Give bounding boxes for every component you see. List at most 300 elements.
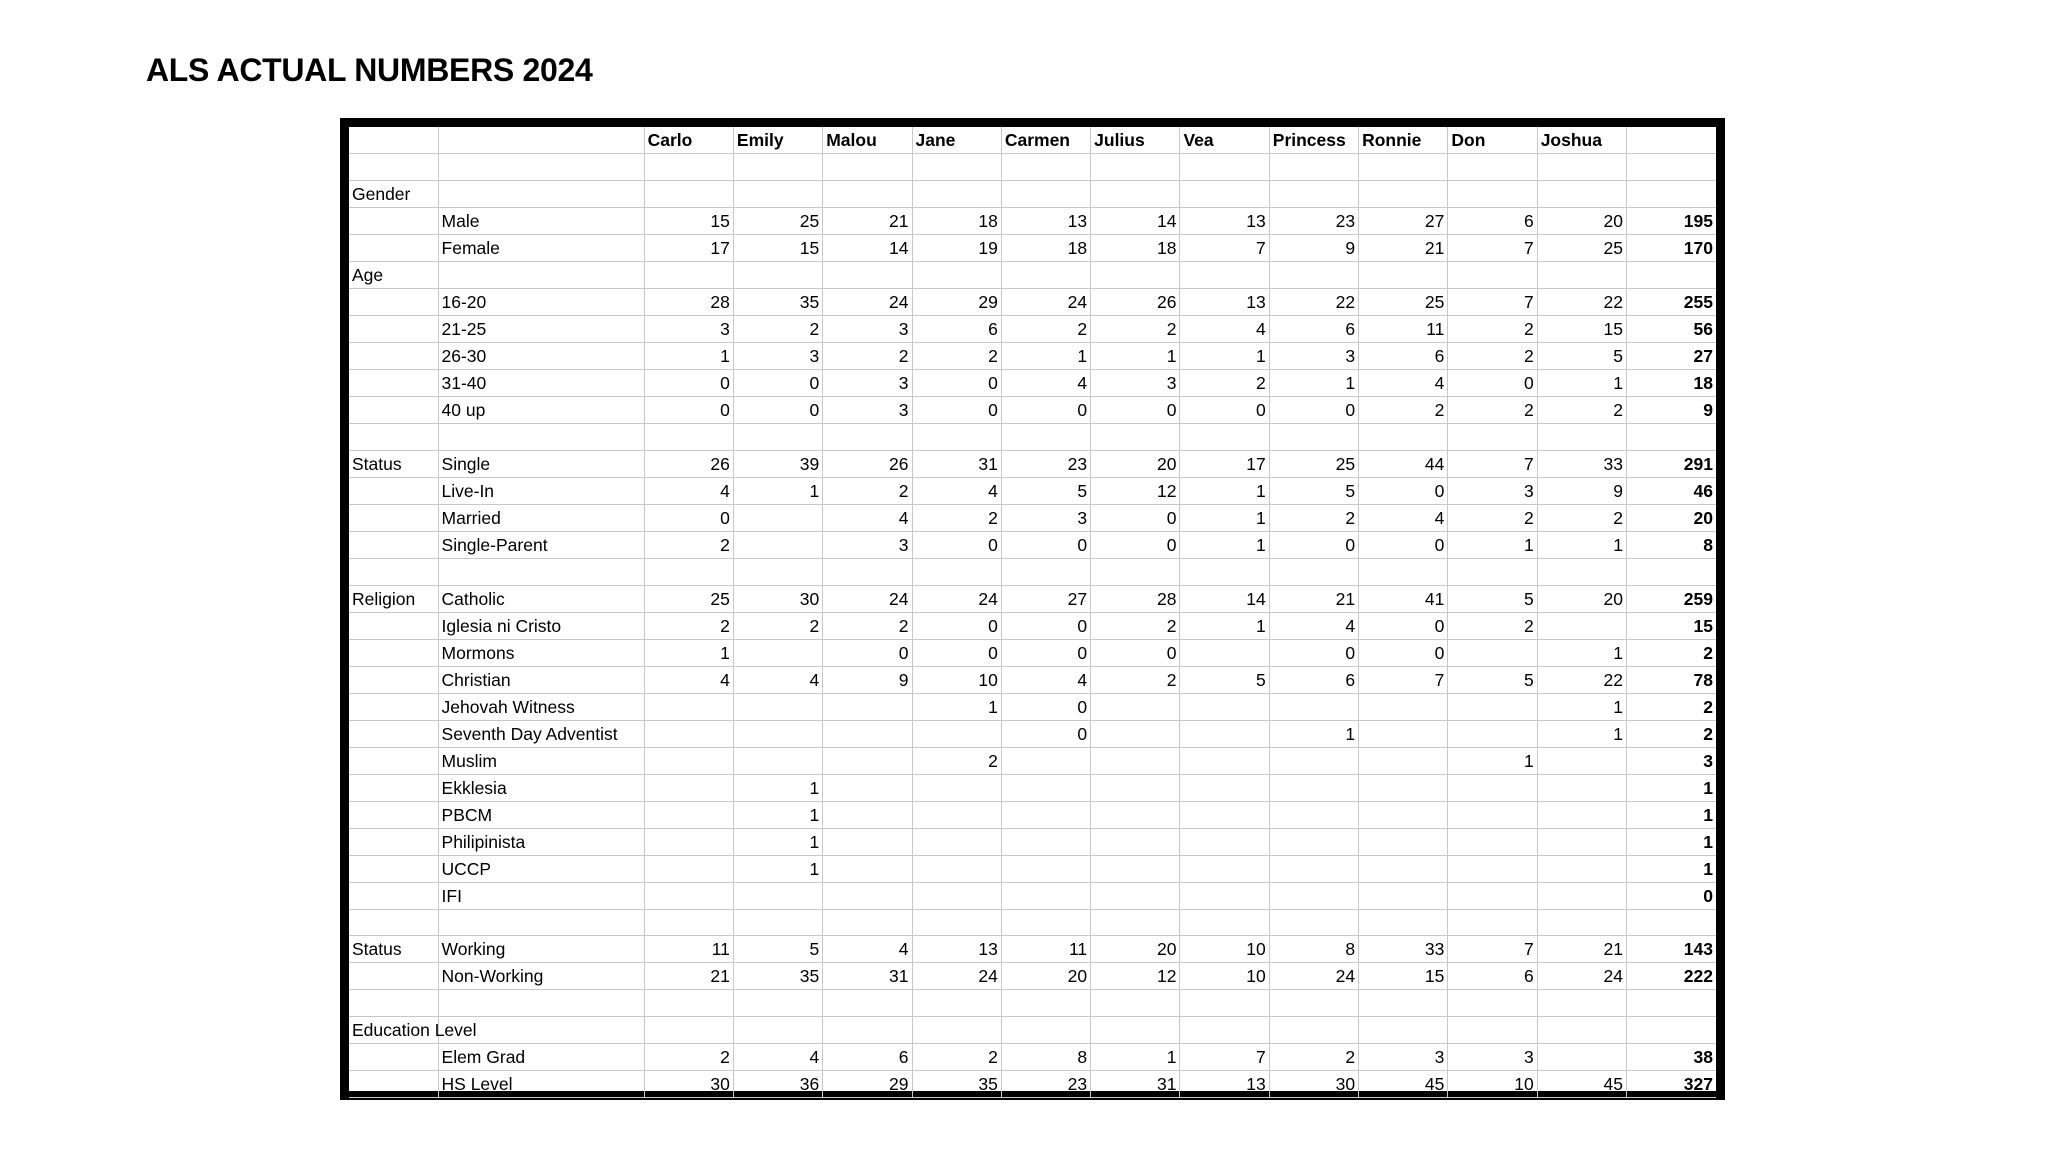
total-cell: 15 xyxy=(1627,612,1716,639)
value-cell: 4 xyxy=(644,477,733,504)
value-cell: 1 xyxy=(1537,693,1626,720)
table-row xyxy=(349,801,1716,828)
value-cell xyxy=(1180,720,1269,747)
value-cell: 2 xyxy=(1448,397,1537,424)
category-cell: Age xyxy=(349,262,438,289)
value-cell xyxy=(1537,828,1626,855)
value-cell xyxy=(1091,828,1180,855)
value-cell xyxy=(1091,154,1180,181)
value-cell: 13 xyxy=(1180,208,1269,235)
column-header: Julius xyxy=(1091,127,1180,154)
category-cell: Gender xyxy=(349,181,438,208)
value-cell: 2 xyxy=(644,1044,733,1071)
value-cell xyxy=(1001,882,1090,909)
value-cell: 0 xyxy=(912,531,1001,558)
table-row xyxy=(349,154,1716,181)
value-cell: 11 xyxy=(1001,936,1090,963)
value-cell xyxy=(912,855,1001,882)
value-cell: 24 xyxy=(823,585,912,612)
value-cell: 3 xyxy=(1269,343,1358,370)
total-cell: 8 xyxy=(1627,531,1716,558)
value-cell: 4 xyxy=(823,504,912,531)
value-cell: 35 xyxy=(733,963,822,990)
value-cell: 26 xyxy=(823,450,912,477)
value-cell: 0 xyxy=(1359,612,1448,639)
value-cell xyxy=(644,424,733,451)
category-cell xyxy=(349,774,438,801)
value-cell xyxy=(1359,424,1448,451)
value-cell: 15 xyxy=(1537,316,1626,343)
value-cell xyxy=(1448,990,1537,1017)
subcategory-cell: 31-40 xyxy=(438,370,644,397)
value-cell xyxy=(1537,774,1626,801)
value-cell xyxy=(733,693,822,720)
value-cell xyxy=(823,747,912,774)
value-cell: 2 xyxy=(1359,397,1448,424)
value-cell: 1 xyxy=(1537,531,1626,558)
value-cell xyxy=(1448,1017,1537,1044)
value-cell xyxy=(644,909,733,936)
category-cell xyxy=(349,235,438,262)
value-cell xyxy=(823,720,912,747)
value-cell: 33 xyxy=(1537,450,1626,477)
value-cell xyxy=(1359,855,1448,882)
value-cell: 24 xyxy=(1269,963,1358,990)
value-cell xyxy=(1269,558,1358,585)
value-cell: 0 xyxy=(823,639,912,666)
column-header: Don xyxy=(1448,127,1537,154)
value-cell xyxy=(733,882,822,909)
value-cell xyxy=(912,1017,1001,1044)
table-row xyxy=(349,450,1716,477)
subcategory-cell: HS Level xyxy=(438,1071,644,1098)
value-cell xyxy=(912,181,1001,208)
value-cell xyxy=(1001,855,1090,882)
value-cell: 13 xyxy=(1180,1071,1269,1098)
value-cell: 7 xyxy=(1448,235,1537,262)
value-cell: 2 xyxy=(1537,504,1626,531)
value-cell: 20 xyxy=(1537,585,1626,612)
value-cell: 2 xyxy=(733,316,822,343)
value-cell: 0 xyxy=(1091,531,1180,558)
page-title: ALS ACTUAL NUMBERS 2024 xyxy=(146,52,593,88)
subcategory-cell: Non-Working xyxy=(438,963,644,990)
value-cell xyxy=(644,747,733,774)
total-cell: 1 xyxy=(1627,828,1716,855)
value-cell xyxy=(1359,747,1448,774)
value-cell xyxy=(1180,693,1269,720)
category-cell xyxy=(349,289,438,316)
header-row xyxy=(349,127,1716,154)
value-cell xyxy=(1359,801,1448,828)
value-cell: 0 xyxy=(733,397,822,424)
value-cell: 2 xyxy=(644,531,733,558)
category-cell: Education Level xyxy=(349,1017,438,1044)
value-cell: 1 xyxy=(1001,343,1090,370)
value-cell: 14 xyxy=(1180,585,1269,612)
value-cell xyxy=(1001,747,1090,774)
table-row xyxy=(349,639,1716,666)
value-cell: 3 xyxy=(644,316,733,343)
value-cell: 15 xyxy=(1359,963,1448,990)
total-cell xyxy=(1627,424,1716,451)
subcategory-cell: IFI xyxy=(438,882,644,909)
value-cell: 0 xyxy=(912,612,1001,639)
category-cell xyxy=(349,1071,438,1098)
value-cell: 6 xyxy=(912,316,1001,343)
total-cell: 20 xyxy=(1627,504,1716,531)
value-cell xyxy=(1091,855,1180,882)
total-cell xyxy=(1627,262,1716,289)
value-cell: 11 xyxy=(644,936,733,963)
value-cell xyxy=(1091,774,1180,801)
value-cell xyxy=(823,262,912,289)
value-cell: 23 xyxy=(1001,1071,1090,1098)
subcategory-cell: PBCM xyxy=(438,801,644,828)
value-cell xyxy=(1180,262,1269,289)
value-cell xyxy=(1180,990,1269,1017)
value-cell xyxy=(1269,801,1358,828)
total-cell: 143 xyxy=(1627,936,1716,963)
value-cell: 1 xyxy=(1091,1044,1180,1071)
value-cell: 29 xyxy=(823,1071,912,1098)
value-cell: 20 xyxy=(1001,963,1090,990)
value-cell: 1 xyxy=(1180,504,1269,531)
value-cell xyxy=(823,1017,912,1044)
value-cell xyxy=(1537,424,1626,451)
header-blank-cell xyxy=(438,127,644,154)
value-cell xyxy=(1180,774,1269,801)
value-cell: 1 xyxy=(1180,477,1269,504)
total-cell: 222 xyxy=(1627,963,1716,990)
value-cell: 2 xyxy=(1448,316,1537,343)
value-cell xyxy=(1001,990,1090,1017)
value-cell xyxy=(1537,154,1626,181)
value-cell xyxy=(912,801,1001,828)
value-cell xyxy=(1091,262,1180,289)
value-cell: 14 xyxy=(1091,208,1180,235)
value-cell xyxy=(1180,154,1269,181)
value-cell xyxy=(823,424,912,451)
value-cell: 4 xyxy=(733,1044,822,1071)
value-cell: 21 xyxy=(1269,585,1358,612)
value-cell: 33 xyxy=(1359,936,1448,963)
value-cell xyxy=(823,801,912,828)
value-cell: 4 xyxy=(1001,370,1090,397)
value-cell xyxy=(644,882,733,909)
table-row xyxy=(349,531,1716,558)
value-cell xyxy=(823,693,912,720)
value-cell: 5 xyxy=(1537,343,1626,370)
table-row xyxy=(349,936,1716,963)
value-cell: 0 xyxy=(1001,639,1090,666)
value-cell: 2 xyxy=(1269,1044,1358,1071)
subcategory-cell: Working xyxy=(438,936,644,963)
table-row xyxy=(349,747,1716,774)
value-cell: 13 xyxy=(1001,208,1090,235)
value-cell xyxy=(1091,801,1180,828)
value-cell xyxy=(644,828,733,855)
value-cell: 2 xyxy=(1448,504,1537,531)
value-cell: 7 xyxy=(1359,666,1448,693)
value-cell: 1 xyxy=(733,774,822,801)
value-cell: 22 xyxy=(1537,666,1626,693)
value-cell: 2 xyxy=(1091,612,1180,639)
value-cell xyxy=(1091,720,1180,747)
total-cell: 78 xyxy=(1627,666,1716,693)
value-cell xyxy=(644,774,733,801)
value-cell: 23 xyxy=(1001,450,1090,477)
value-cell: 12 xyxy=(1091,477,1180,504)
value-cell xyxy=(644,558,733,585)
value-cell: 5 xyxy=(1448,666,1537,693)
value-cell xyxy=(1537,1017,1626,1044)
value-cell: 2 xyxy=(1091,666,1180,693)
value-cell: 18 xyxy=(912,208,1001,235)
category-cell xyxy=(349,154,438,181)
value-cell xyxy=(1091,882,1180,909)
value-cell: 6 xyxy=(1448,208,1537,235)
value-cell: 25 xyxy=(733,208,822,235)
value-cell: 2 xyxy=(1269,504,1358,531)
value-cell xyxy=(823,828,912,855)
category-cell xyxy=(349,558,438,585)
value-cell xyxy=(1269,181,1358,208)
value-cell: 21 xyxy=(823,208,912,235)
total-cell xyxy=(1627,181,1716,208)
subcategory-cell: Philipinista xyxy=(438,828,644,855)
category-cell xyxy=(349,1044,438,1071)
value-cell: 5 xyxy=(1001,477,1090,504)
value-cell: 39 xyxy=(733,450,822,477)
subcategory-cell: Mormons xyxy=(438,639,644,666)
value-cell: 4 xyxy=(1359,504,1448,531)
value-cell: 7 xyxy=(1448,450,1537,477)
category-cell xyxy=(349,909,438,936)
header-total-cell xyxy=(1627,127,1716,154)
value-cell xyxy=(1269,262,1358,289)
value-cell: 1 xyxy=(1537,370,1626,397)
value-cell xyxy=(1537,801,1626,828)
total-cell: 2 xyxy=(1627,693,1716,720)
value-cell xyxy=(733,558,822,585)
category-cell xyxy=(349,208,438,235)
value-cell: 3 xyxy=(823,370,912,397)
total-cell: 2 xyxy=(1627,720,1716,747)
subcategory-cell xyxy=(438,990,644,1017)
value-cell xyxy=(1448,181,1537,208)
value-cell: 25 xyxy=(1269,450,1358,477)
value-cell xyxy=(912,154,1001,181)
value-cell xyxy=(1180,639,1269,666)
value-cell: 17 xyxy=(644,235,733,262)
value-cell: 10 xyxy=(912,666,1001,693)
value-cell xyxy=(733,262,822,289)
value-cell: 5 xyxy=(1180,666,1269,693)
table-row xyxy=(349,181,1716,208)
value-cell: 7 xyxy=(1448,936,1537,963)
value-cell: 1 xyxy=(1448,531,1537,558)
value-cell xyxy=(733,424,822,451)
total-cell: 3 xyxy=(1627,747,1716,774)
table-row xyxy=(349,343,1716,370)
value-cell xyxy=(1269,693,1358,720)
value-cell: 1 xyxy=(733,855,822,882)
category-cell xyxy=(349,612,438,639)
value-cell: 3 xyxy=(823,316,912,343)
value-cell xyxy=(1269,990,1358,1017)
value-cell xyxy=(1269,747,1358,774)
value-cell: 3 xyxy=(1359,1044,1448,1071)
value-cell: 6 xyxy=(1448,963,1537,990)
value-cell xyxy=(1537,262,1626,289)
value-cell xyxy=(1001,774,1090,801)
subcategory-cell: Single-Parent xyxy=(438,531,644,558)
value-cell xyxy=(1001,828,1090,855)
value-cell: 2 xyxy=(1537,397,1626,424)
value-cell xyxy=(1537,855,1626,882)
value-cell: 1 xyxy=(644,343,733,370)
value-cell: 0 xyxy=(912,370,1001,397)
value-cell: 21 xyxy=(644,963,733,990)
value-cell: 8 xyxy=(1001,1044,1090,1071)
value-cell xyxy=(1359,990,1448,1017)
value-cell: 0 xyxy=(1269,639,1358,666)
category-cell xyxy=(349,531,438,558)
value-cell xyxy=(733,504,822,531)
value-cell xyxy=(1269,855,1358,882)
value-cell xyxy=(823,855,912,882)
value-cell: 2 xyxy=(644,612,733,639)
total-cell: 291 xyxy=(1627,450,1716,477)
value-cell: 1 xyxy=(1180,343,1269,370)
value-cell xyxy=(1269,424,1358,451)
table-row xyxy=(349,1071,1716,1098)
value-cell xyxy=(1091,747,1180,774)
value-cell xyxy=(912,909,1001,936)
value-cell: 1 xyxy=(1537,639,1626,666)
total-cell: 255 xyxy=(1627,289,1716,316)
table-row xyxy=(349,477,1716,504)
value-cell: 4 xyxy=(1001,666,1090,693)
value-cell: 24 xyxy=(1001,289,1090,316)
total-cell: 46 xyxy=(1627,477,1716,504)
value-cell xyxy=(823,774,912,801)
value-cell xyxy=(823,154,912,181)
value-cell xyxy=(733,639,822,666)
category-cell xyxy=(349,990,438,1017)
value-cell xyxy=(1091,558,1180,585)
value-cell: 0 xyxy=(1001,693,1090,720)
value-cell xyxy=(733,531,822,558)
total-cell: 327 xyxy=(1627,1071,1716,1098)
subcategory-cell: Ekklesia xyxy=(438,774,644,801)
value-cell xyxy=(1180,909,1269,936)
value-cell: 1 xyxy=(1448,747,1537,774)
column-header: Joshua xyxy=(1537,127,1626,154)
value-cell xyxy=(1091,909,1180,936)
value-cell xyxy=(1269,1017,1358,1044)
value-cell: 27 xyxy=(1001,585,1090,612)
value-cell xyxy=(1001,262,1090,289)
value-cell: 25 xyxy=(1537,235,1626,262)
total-cell: 9 xyxy=(1627,397,1716,424)
value-cell: 7 xyxy=(1448,289,1537,316)
value-cell xyxy=(1537,1044,1626,1071)
value-cell: 0 xyxy=(1359,639,1448,666)
value-cell xyxy=(733,720,822,747)
category-cell xyxy=(349,397,438,424)
total-cell: 18 xyxy=(1627,370,1716,397)
table-row xyxy=(349,855,1716,882)
value-cell xyxy=(1537,990,1626,1017)
table-row xyxy=(349,397,1716,424)
subcategory-cell: 26-30 xyxy=(438,343,644,370)
table-row xyxy=(349,666,1716,693)
value-cell: 22 xyxy=(1269,289,1358,316)
value-cell xyxy=(1537,558,1626,585)
total-cell: 0 xyxy=(1627,882,1716,909)
value-cell: 0 xyxy=(644,370,733,397)
subcategory-cell: 16-20 xyxy=(438,289,644,316)
value-cell: 2 xyxy=(1180,370,1269,397)
table-row xyxy=(349,289,1716,316)
value-cell: 20 xyxy=(1537,208,1626,235)
value-cell: 0 xyxy=(1001,531,1090,558)
value-cell xyxy=(1448,154,1537,181)
value-cell: 36 xyxy=(733,1071,822,1098)
column-header: Malou xyxy=(823,127,912,154)
value-cell xyxy=(1091,424,1180,451)
value-cell xyxy=(1359,774,1448,801)
table-row xyxy=(349,1044,1716,1071)
total-cell xyxy=(1627,909,1716,936)
subcategory-cell: Catholic xyxy=(438,585,644,612)
value-cell: 2 xyxy=(823,343,912,370)
subcategory-cell: Jehovah Witness xyxy=(438,693,644,720)
value-cell: 1 xyxy=(733,828,822,855)
value-cell xyxy=(1448,774,1537,801)
value-cell xyxy=(644,855,733,882)
column-header: Carmen xyxy=(1001,127,1090,154)
value-cell xyxy=(1448,909,1537,936)
total-cell: 38 xyxy=(1627,1044,1716,1071)
value-cell: 6 xyxy=(1269,316,1358,343)
total-cell: 1 xyxy=(1627,801,1716,828)
value-cell: 1 xyxy=(912,693,1001,720)
value-cell: 1 xyxy=(733,477,822,504)
value-cell: 20 xyxy=(1091,936,1180,963)
value-cell: 0 xyxy=(1001,612,1090,639)
total-cell: 259 xyxy=(1627,585,1716,612)
value-cell: 0 xyxy=(644,504,733,531)
value-cell xyxy=(1180,558,1269,585)
value-cell: 3 xyxy=(733,343,822,370)
subcategory-cell: Married xyxy=(438,504,644,531)
value-cell: 25 xyxy=(644,585,733,612)
value-cell: 24 xyxy=(1537,963,1626,990)
value-cell xyxy=(1448,801,1537,828)
subcategory-cell: Iglesia ni Cristo xyxy=(438,612,644,639)
total-cell: 27 xyxy=(1627,343,1716,370)
table-row xyxy=(349,963,1716,990)
value-cell xyxy=(1359,828,1448,855)
table-row xyxy=(349,235,1716,262)
category-cell: Status xyxy=(349,936,438,963)
value-cell xyxy=(912,558,1001,585)
value-cell: 10 xyxy=(1180,963,1269,990)
total-cell: 2 xyxy=(1627,639,1716,666)
